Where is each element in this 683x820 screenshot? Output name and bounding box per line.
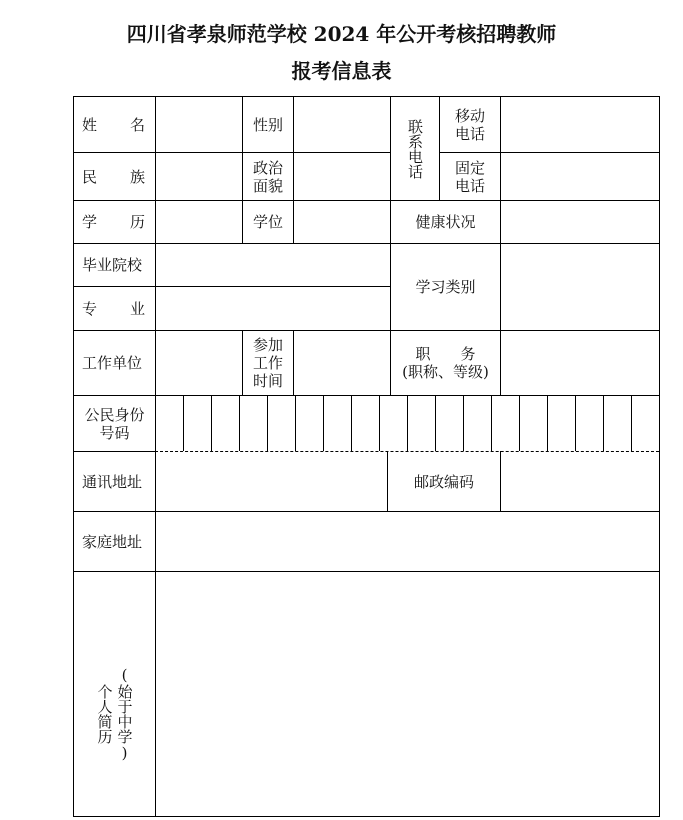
position-label: 职 务 (职称、等级) bbox=[402, 345, 489, 381]
mobile-phone-label: 移动 电话 bbox=[454, 106, 485, 143]
political-status-field[interactable] bbox=[294, 153, 390, 200]
mailing-address-label: 通讯地址 bbox=[82, 472, 143, 491]
school-field[interactable] bbox=[156, 244, 390, 286]
position-field[interactable] bbox=[501, 331, 659, 395]
landline-phone-label: 固定 电话 bbox=[454, 158, 485, 195]
education-label: 学 历 bbox=[82, 213, 145, 231]
work-start-time-field[interactable] bbox=[294, 331, 390, 395]
health-label: 健康状况 bbox=[415, 213, 476, 231]
home-address-field[interactable] bbox=[156, 512, 659, 571]
education-field[interactable] bbox=[156, 201, 242, 243]
home-address-label: 家庭地址 bbox=[82, 532, 143, 551]
degree-label: 学位 bbox=[252, 213, 283, 231]
resume-field[interactable] bbox=[156, 572, 659, 816]
major-label: 专 业 bbox=[82, 299, 145, 318]
name-field[interactable] bbox=[156, 97, 242, 152]
postcode-label: 邮政编码 bbox=[413, 472, 474, 491]
study-type-field[interactable] bbox=[501, 244, 659, 330]
health-field[interactable] bbox=[501, 201, 659, 243]
contact-phone-label: 联系电话 bbox=[406, 118, 424, 179]
ethnicity-label: 民 族 bbox=[82, 167, 145, 186]
landline-phone-field[interactable] bbox=[501, 153, 659, 200]
id-number-label: 公民身份 号码 bbox=[84, 405, 145, 442]
resume-label: 个人简历 (始于中学) bbox=[95, 666, 134, 762]
mobile-phone-field[interactable] bbox=[501, 97, 659, 152]
id-number-field[interactable] bbox=[156, 396, 659, 451]
major-field[interactable] bbox=[156, 287, 390, 330]
school-label: 毕业院校 bbox=[82, 256, 143, 274]
form-subtitle: 报考信息表 bbox=[291, 59, 392, 83]
work-unit-label: 工作单位 bbox=[82, 354, 143, 372]
postcode-field[interactable] bbox=[501, 452, 659, 511]
ethnicity-field[interactable] bbox=[156, 153, 242, 200]
political-status-label: 政治 面貌 bbox=[252, 158, 283, 195]
study-type-label: 学习类别 bbox=[415, 278, 476, 296]
name-label: 姓 名 bbox=[82, 115, 145, 134]
mailing-address-field[interactable] bbox=[156, 452, 387, 511]
gender-field[interactable] bbox=[294, 97, 390, 152]
gender-label: 性别 bbox=[252, 115, 283, 134]
work-unit-field[interactable] bbox=[156, 331, 242, 395]
form-title: 四川省孝泉师范学校 2024 年公开考核招聘教师 bbox=[126, 22, 557, 46]
work-start-time-label: 参加 工作 时间 bbox=[252, 336, 283, 390]
degree-field[interactable] bbox=[294, 201, 390, 243]
